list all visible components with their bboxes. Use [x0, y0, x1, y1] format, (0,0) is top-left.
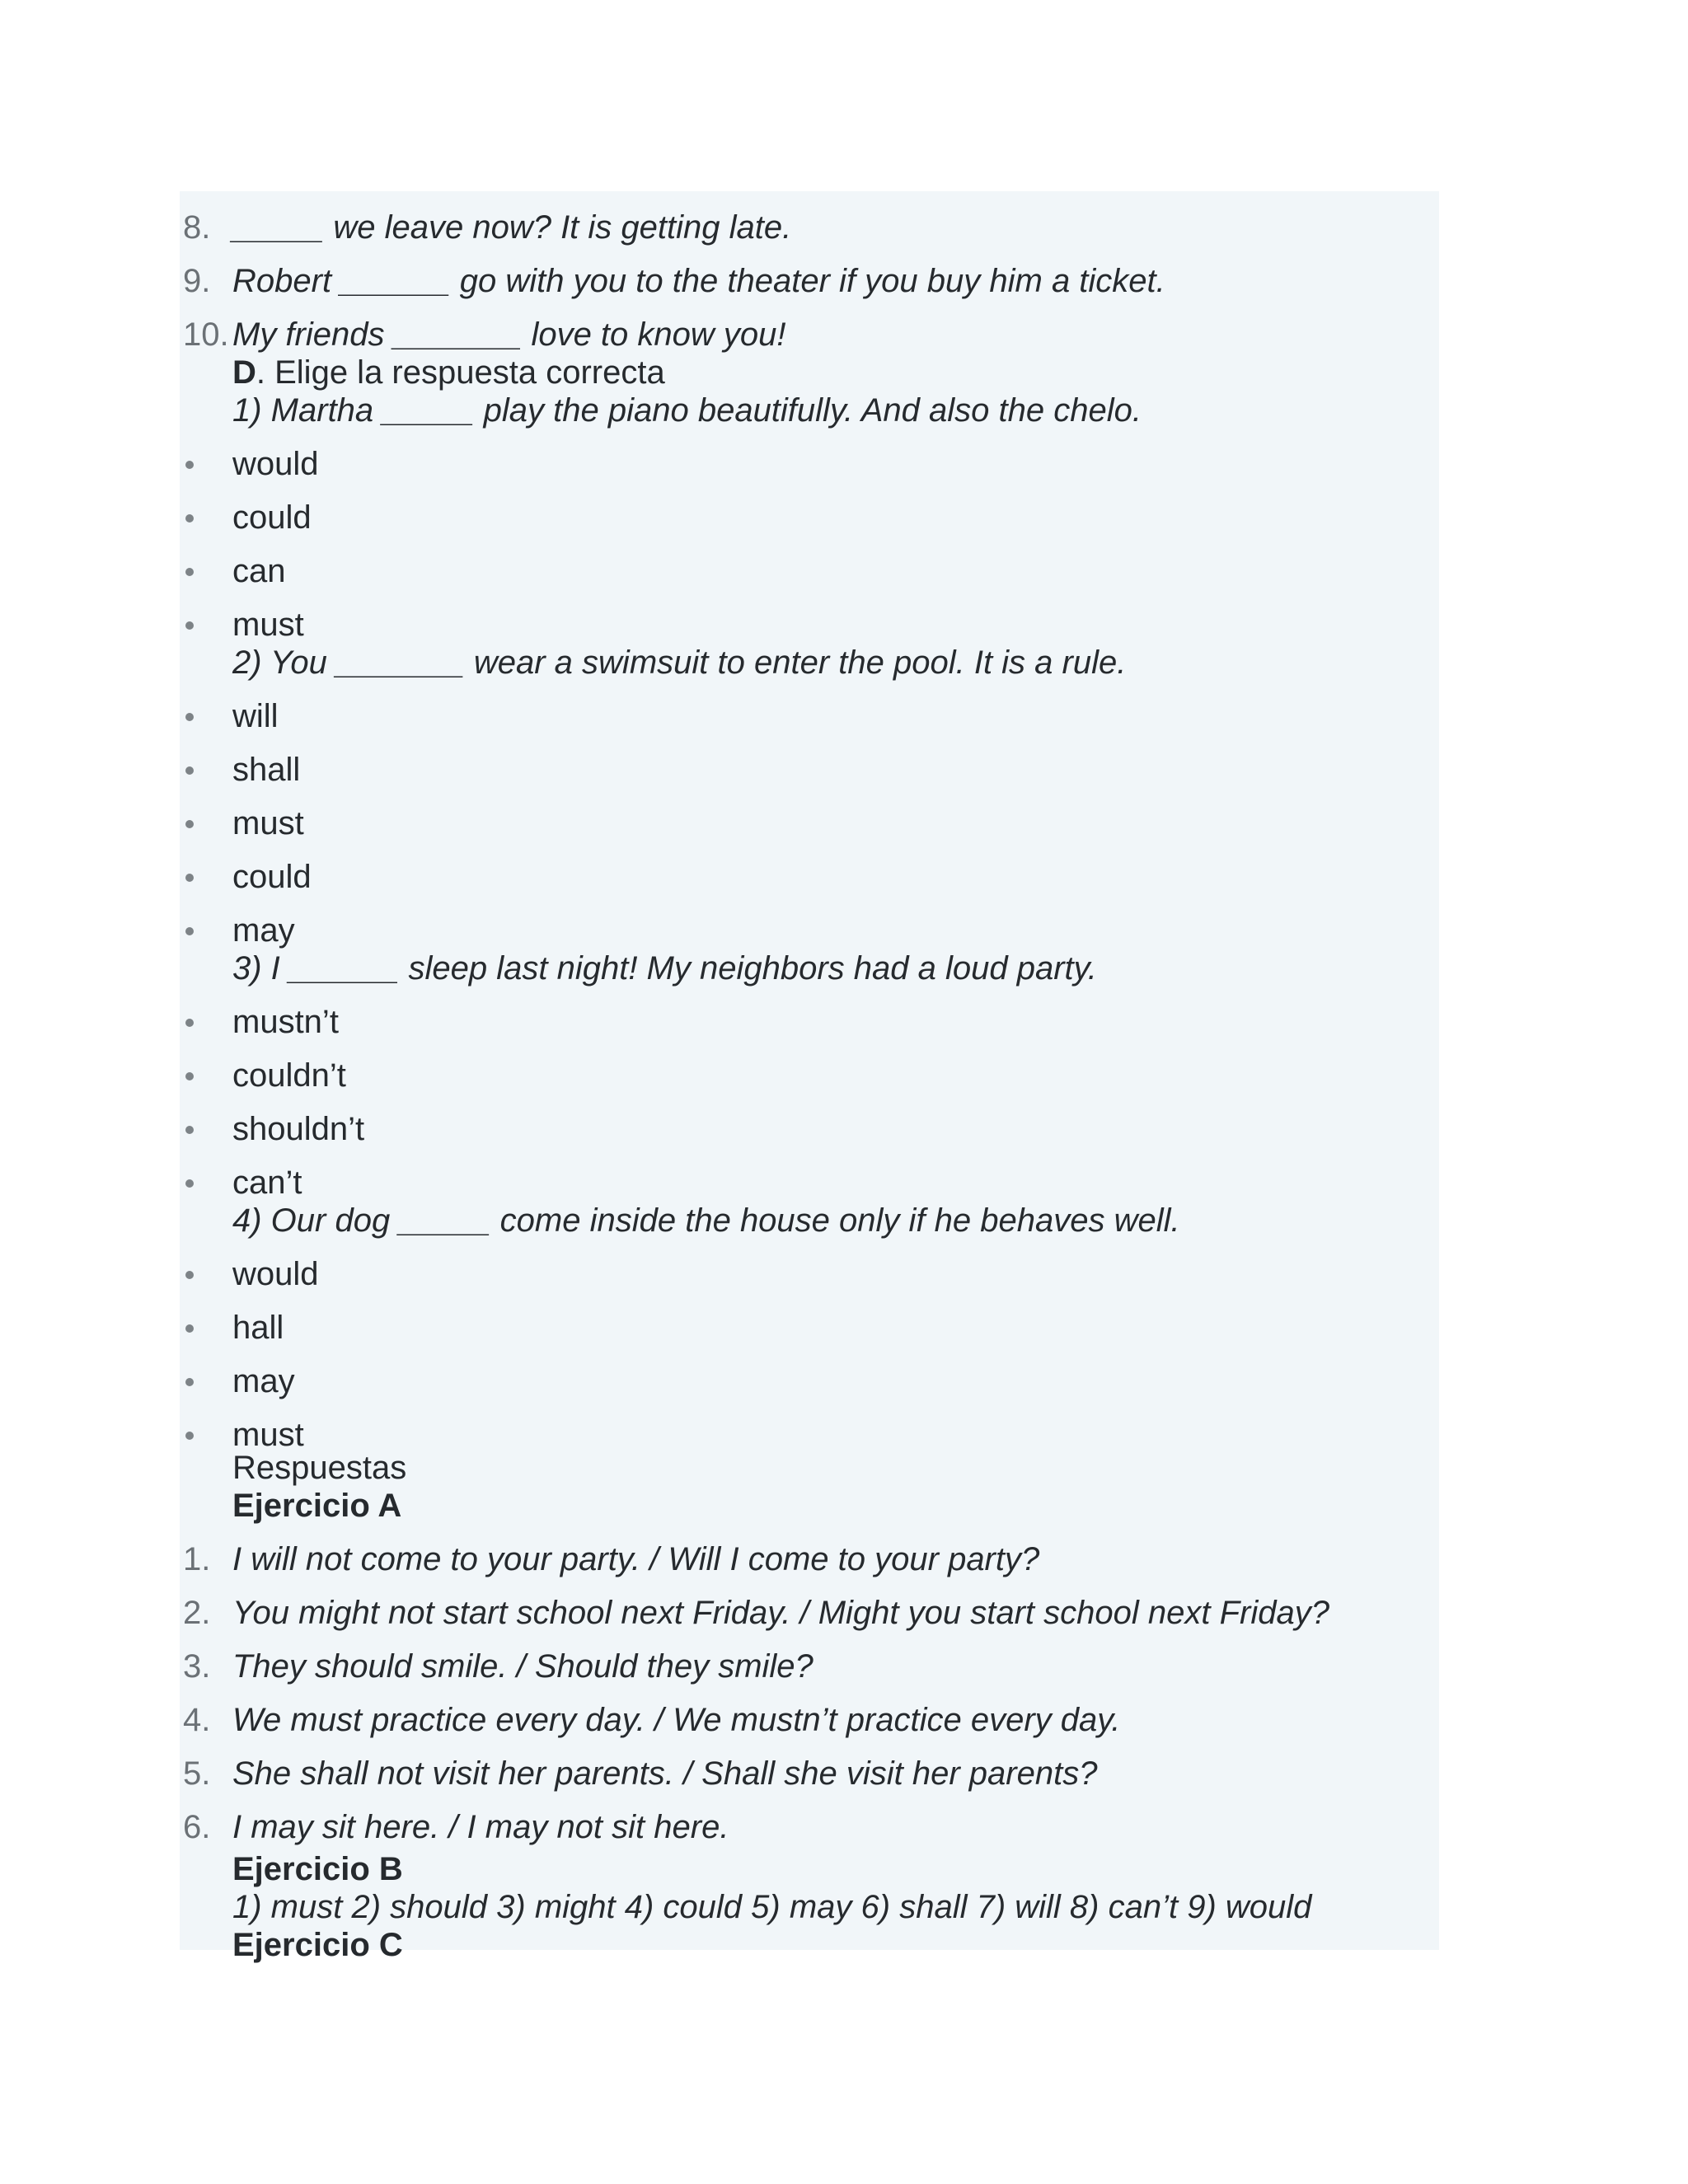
item-text: _____ we leave now? It is getting late. — [232, 209, 792, 246]
option-text: can’t — [232, 1165, 302, 1201]
option-text: could — [232, 499, 312, 536]
option-text: may — [232, 1363, 295, 1399]
item-number: 6. — [183, 1809, 211, 1845]
option-text: must — [232, 805, 304, 841]
option-text: would — [232, 1256, 319, 1292]
item-number: 9. — [183, 263, 211, 299]
bullet-dot — [185, 1378, 194, 1386]
option-text: mustn’t — [232, 1004, 339, 1040]
bullet-dot — [185, 713, 194, 721]
question-text-text: 4) Our dog _____ come inside the house only if he behaves well. — [232, 1202, 1180, 1239]
option-text: could — [232, 859, 312, 895]
option-text: must — [232, 1417, 304, 1453]
bullet-dot — [185, 568, 194, 576]
bullet-dot — [185, 1072, 194, 1080]
item-text: I will not come to your party. / Will I come to your party? — [232, 1541, 1040, 1577]
item-number: 3. — [183, 1648, 211, 1685]
bullet-dot — [185, 621, 194, 630]
answers-heading-text: Respuestas — [232, 1450, 407, 1486]
question-text-text: 2) You _______ wear a swimsuit to enter the pool. It is a rule. — [232, 644, 1127, 681]
item-text: She shall not visit her parents. / Shall she visit her parents? — [232, 1755, 1098, 1792]
item-text: I may sit here. / I may not sit here. — [232, 1809, 729, 1845]
bullet-dot — [185, 1271, 194, 1279]
item-text: Robert ______ go with you to the theater if you buy him a ticket. — [232, 263, 1165, 299]
bullet-dot — [185, 1019, 194, 1027]
question-text-text: 3) I ______ sleep last night! My neighbors had a loud party. — [232, 950, 1097, 987]
option-text: must — [232, 607, 304, 643]
bullet-dot — [185, 766, 194, 775]
bullet-dot — [185, 1324, 194, 1333]
item-number: 2. — [183, 1595, 211, 1631]
bullet-dot — [185, 874, 194, 882]
option-text: couldn’t — [232, 1057, 346, 1094]
item-number: 4. — [183, 1702, 211, 1738]
option-text: shall — [232, 752, 301, 788]
option-text: may — [232, 912, 295, 949]
item-number: 8. — [183, 209, 211, 246]
bullet-dot — [185, 514, 194, 523]
section-d-letter: D — [232, 354, 256, 391]
bullet-dot — [185, 1126, 194, 1134]
option-text: hall — [232, 1310, 284, 1346]
bullet-dot — [185, 820, 194, 828]
option-text: can — [232, 553, 286, 589]
section-d-label: . Elige la respuesta correcta — [256, 354, 665, 391]
item-number: 1. — [183, 1541, 211, 1577]
exercise-b-title-text: Ejercicio B — [232, 1851, 403, 1887]
question-text-text: 1) Martha _____ play the piano beautifully. And also the chelo. — [232, 392, 1142, 429]
section-d-text — [232, 353, 665, 392]
item-number: 10. — [183, 316, 229, 353]
bullet-dot — [185, 1179, 194, 1188]
exercise-b-answers-text: 1) must 2) should 3) might 4) could 5) may 6) shall 7) will 8) can’t 9) would — [232, 1889, 1312, 1925]
item-text: You might not start school next Friday. / Might you start school next Friday? — [232, 1595, 1329, 1631]
bullet-dot — [185, 927, 194, 935]
bullet-dot — [185, 461, 194, 469]
item-text: My friends _______ love to know you! — [232, 316, 786, 353]
item-number: 5. — [183, 1755, 211, 1792]
item-text: They should smile. / Should they smile? — [232, 1648, 814, 1685]
option-text: shouldn’t — [232, 1111, 365, 1147]
exercise-a-title-text: Ejercicio A — [232, 1488, 402, 1524]
item-text: We must practice every day. / We mustn’t practice every day. — [232, 1702, 1121, 1738]
option-text: would — [232, 446, 319, 482]
exercise-c-title-text: Ejercicio C — [232, 1927, 403, 1963]
option-text: will — [232, 698, 279, 734]
bullet-dot — [185, 1432, 194, 1440]
